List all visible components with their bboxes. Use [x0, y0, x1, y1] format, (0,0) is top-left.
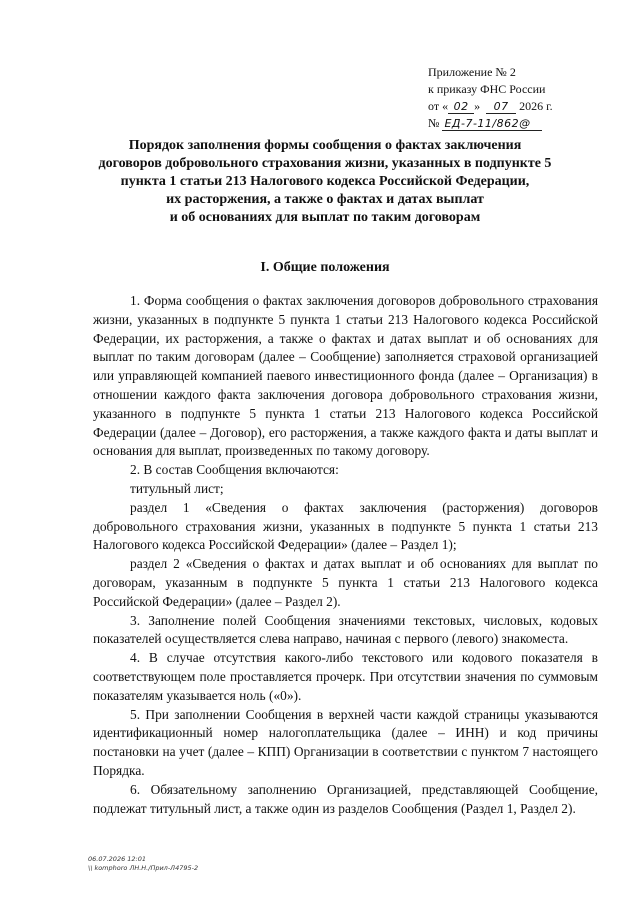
date-sep: » — [474, 99, 481, 113]
title-line: их расторжения, а также о фактах и датах выплат — [166, 192, 484, 207]
paragraph-2-item-section1: раздел 1 «Сведения о фактах заключения (расторжения) договоров добровольного страхования жизни, указанных в подпункте 5 пункта 1 статьи 213 Налогового кодекса Российской Федерации» (далее – Раздел 1); — [93, 499, 598, 553]
date-month-handwritten: 07 — [486, 100, 516, 114]
title-line: Порядок заполнения формы сообщения о фактах заключения — [128, 138, 522, 153]
title-line: пункта 1 статьи 213 Налогового кодекса Российской Федерации, — [120, 174, 530, 189]
paragraph-2-item-title: титульный лист; — [130, 480, 224, 496]
appendix-order-number — [428, 115, 628, 132]
document-body — [93, 292, 598, 818]
section-heading: I. Общие положения — [260, 260, 390, 275]
footer-path: \\ komphoro ЛН.Н./Прил-Л4795-2 — [88, 864, 199, 872]
title-line: договоров добровольного страхования жизни, указанных в подпункте 5 — [98, 156, 552, 171]
paragraph-4: 4. В случае отсутствия какого-либо текстового или кодового показателя в соответствующем поле проставляется прочерк. При отсутствии значения по суммовым показателям указывается ноль («0»). — [93, 650, 598, 703]
print-footer — [88, 855, 198, 873]
order-number-handwritten: ЕД-7-11/862@ — [442, 117, 542, 131]
paragraph-1: 1. Форма сообщения о фактах заключения договоров добровольного страхования жизни, указанных в подпункте 5 пункта 1 статьи 213 Налогового кодекса Российской Федерации, их расторжения, а также о фактах и датах выплат и об основаниях для выплат по таким договорам (далее – Сообщение) заполняется страховой организацией или управляющей компанией паевого инвестиционного фонда (далее – Организация) в отношении каждого факта заключения договора добровольного страхования жизни, указанного в подпункте 5 пункта 1 статьи 213 Налогового кодекса Российской Федерации (далее – Договор), его расторжения, а также каждого факта и даты выплат и основания для выплат, произведенных по такому договору. — [93, 293, 598, 459]
date-prefix: от « — [428, 99, 449, 113]
paragraph-2: 2. В состав Сообщения включаются: — [130, 462, 339, 478]
appendix-header — [428, 64, 628, 132]
paragraph-3: 3. Заполнение полей Сообщения значениями текстовых, числовых, кодовых показателей осуществляется слева направо, начиная с первого (левого) знакоместа. — [93, 612, 598, 647]
footer-timestamp: 06.07.2026 12:01 — [88, 855, 147, 863]
number-prefix: № — [428, 116, 440, 130]
paragraph-5: 5. При заполнении Сообщения в верхней части каждой страницы указываются идентификационный номер налогоплательщика (далее – ИНН) и код причины постановки на учет (далее – КПП) Организации в соответствии с пунктом 7 настоящего Порядка. — [93, 706, 598, 778]
date-year: 2026 г. — [519, 99, 553, 113]
title-line: и об основаниях для выплат по таким договорам — [169, 210, 481, 225]
appendix-order-ref: к приказу ФНС России — [428, 82, 546, 96]
document-title — [60, 137, 590, 227]
paragraph-2-item-section2: раздел 2 «Сведения о фактах и датах выплат и об основаниях для выплат по договорам, указанным в подпункте 5 пункта 1 статьи 213 Налогового кодекса Российской Федерации» (далее – Раздел 2). — [93, 556, 598, 609]
date-day-handwritten: 02 — [448, 100, 474, 114]
appendix-number: Приложение № 2 — [428, 65, 516, 79]
paragraph-6: 6. Обязательному заполнению Организацией, представляющей Сообщение, подлежат титульный лист, а также один из разделов Сообщения (Раздел 1, Раздел 2). — [93, 781, 598, 816]
appendix-date — [428, 98, 628, 115]
